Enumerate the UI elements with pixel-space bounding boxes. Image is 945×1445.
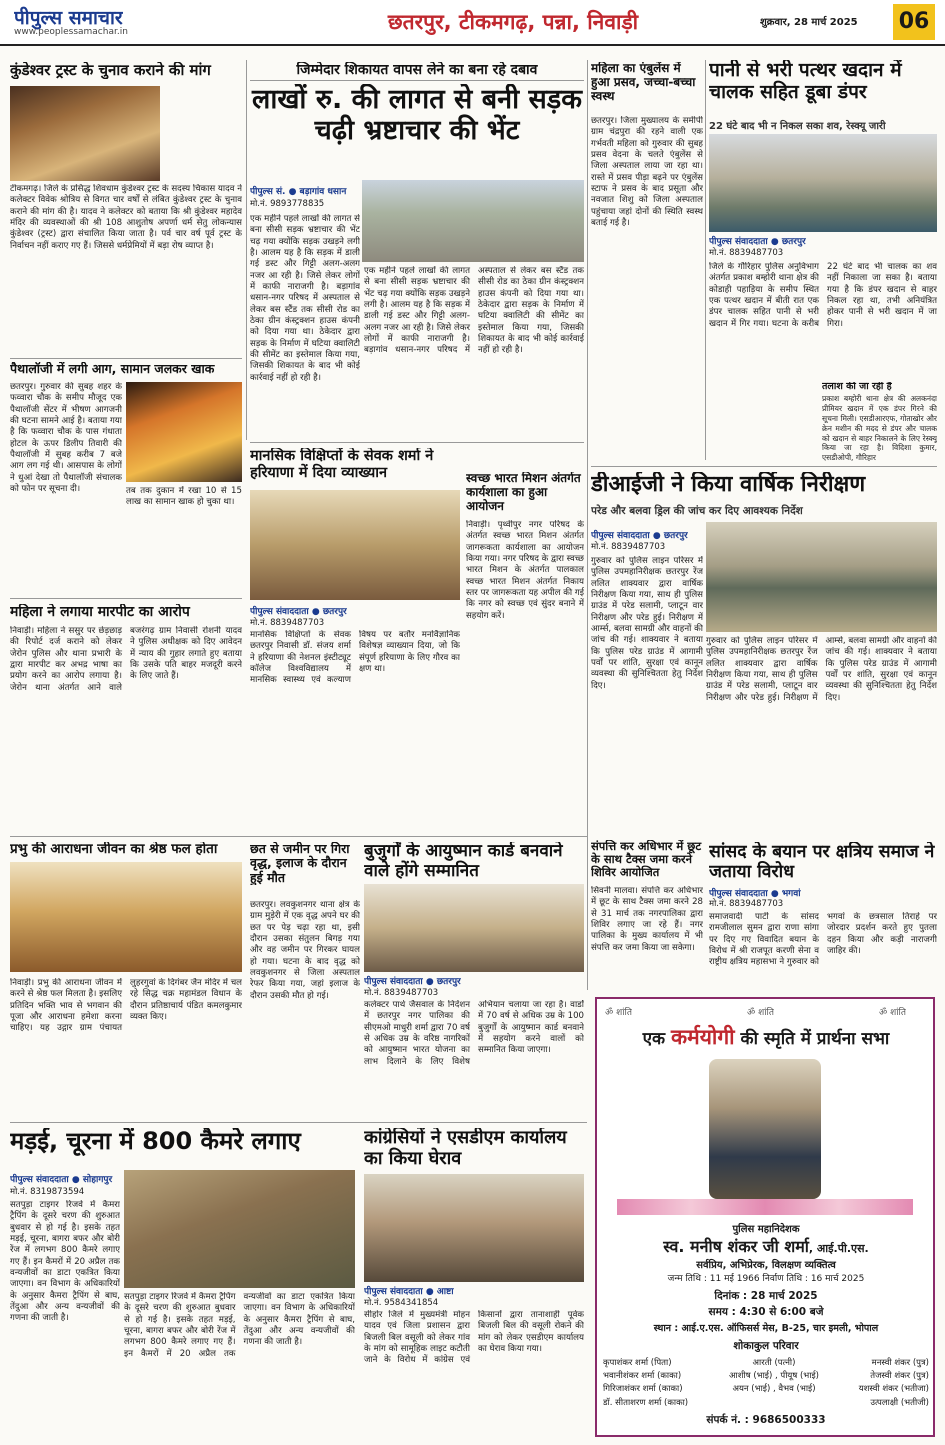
family-member: मनस्वी शंकर (पुत्र) xyxy=(871,1358,929,1368)
ambulance-body: छतरपुर। जिला मुख्यालय के समीपी ग्राम चंद्रपुरा की रहने वाली एक गर्भवती महिला को गुरुवार की सुबह प्रसव वेदना के चलते एंबुलेंस से जिला अस्पताल लाया जा रहा था। रास्ते में प्रसव पीड़ा बढ़ने पर एंबुलेंस स्टाफ ने प्रसव के बाद प्रसूता और नवजात शिशु को जिला अस्पताल पहुंचाया जहां दोनों की स्थिति स्वस्थ बताई गई है। xyxy=(591,116,703,229)
tax-headline: संपत्ति कर अधिभार में छूट के साथ टैक्स जमा करने शिविर आयोजित xyxy=(591,840,702,880)
prayer-meeting-ad xyxy=(595,997,935,1437)
ad-venue: स्थान : आई.ए.एस. ऑफिसर्स मेस, B-25, चार इमली, भोपाल xyxy=(653,1323,879,1334)
congress-mobile: मो.नं. 9584341854 xyxy=(364,1298,439,1308)
family-right xyxy=(829,1357,929,1410)
divider xyxy=(591,466,937,467)
domestic-headline: महिला ने लगाया मारपीट का आरोप xyxy=(10,604,190,620)
kundeshwar-temple-photo xyxy=(10,86,160,181)
ayushman-camp-photo xyxy=(364,884,584,972)
mp-byline: पीपुल्स संवाददाता ● भगवां xyxy=(709,889,801,899)
ad-title-highlight: कर्मयोगी xyxy=(671,1025,735,1049)
website-url: www.peoplessamachar.in xyxy=(14,27,128,37)
dumper-mobile: मो.नं. 8839487703 xyxy=(709,248,784,258)
ayushman-byline: पीपुल्स संवाददाता ● छतरपुर xyxy=(364,977,461,987)
ad-name: स्व. मनीष शंकर जी शर्मा xyxy=(663,1237,809,1256)
family-member: अयन (भाई) , वैभव (भाई) xyxy=(732,1384,816,1395)
region-banner: छतरपुर, टीकमगढ़, पन्ना, निवाड़ी xyxy=(358,4,668,40)
cameras-byline: पीपुल्स संवाददाता ● सोहागपुर xyxy=(10,1175,113,1185)
edition-date: शुक्रवार, 28 मार्च 2025 xyxy=(760,17,858,28)
wall-fall-headline: छत से जमीन पर गिरा वृद्ध, इलाज के दौरान हुई मौत xyxy=(250,842,350,885)
road-photo xyxy=(362,180,584,262)
family-mid xyxy=(721,1357,827,1397)
mp-statement-headline: सांसद के बयान पर क्षत्रिय समाज ने जताया विरोध xyxy=(709,842,935,883)
fire-photo xyxy=(126,382,242,482)
kundeshwar-body: टीकमगढ़। जिले के प्रसिद्ध शिवधाम कुंडेश्वर ट्रस्ट के सदस्य चिकास यादव ने कलेक्टर विवेक श्रोत्रिय से विगत चार वर्षों से लंबित कुंडेश्वर ट्रस्ट के चुनाव कराने की मांग की है। यादव ने कलेक्टर को बताया कि श्री कुंडेश्वर महादेव मंदिर की व्यवस्थाओं की श्री 108 आशुतोष अपर्णा धर्म सेतु लोकन्यास कुंडेश्वर (ट्रस्ट) द्वारा संचालित किया जाता है। पर्व चार वर्ष पूर्व ट्रस्ट के निर्वाचन नहीं कराए गए हैं। जिससे धर्मप्रेमियों में बड़ा रोष व्याप्त है। xyxy=(10,184,242,251)
family-member: उत्पलाक्षी (भतीजी) xyxy=(870,1397,929,1408)
divider xyxy=(10,1122,587,1123)
dig-body-cont: गुरुवार को पुलिस लाइन परिसर में पुलिस उपमहानिरीक्षक छतरपुर रेंज ललित शाक्यवार द्वारा वार्षिक निरीक्षण किया गया, साथ ही पुलिस ग्राउंड में परेड सलामी, प्लाटून वार निरीक्षण और परेड हुई। निरीक्षण में आर्म्स, बलवा सामग्री और वाहनों की जांच की गई। शाक्यवार ने बताया कि पुलिस परेड ग्राउंड में आगामी पर्वों पर शांति, सुरक्षा एवं कानून व्यवस्था की सुनिश्चितता हेतु निर्देश दिए। xyxy=(706,636,937,703)
family-member: गिरिजाशंकर शर्मा (काका) xyxy=(603,1384,683,1395)
ad-name-line xyxy=(603,1235,929,1257)
congress-headline: कांग्रेसियों ने एसडीएम कार्यालय का किया घेराव xyxy=(364,1128,567,1169)
dumper-headline: पानी से भरी पत्थर खदान में चालक सहित डूबा डंपर xyxy=(709,60,902,103)
mp-mobile: मो.नं. 8839487703 xyxy=(709,899,784,909)
dig-headline: डीआईजी ने किया वार्षिक निरीक्षण xyxy=(591,472,866,497)
column-rule xyxy=(587,60,588,990)
family-member: तेजस्वी शंकर (पुत्र) xyxy=(870,1371,929,1382)
om-shanti-right: ॐ शांति xyxy=(879,1008,906,1018)
cameras-body-cont: सतपुड़ा टाइगर रिजर्व में कैमरा ट्रैपिंग के दूसरे चरण की शुरुआत बुधवार से हो गई है। इसके तहत मड़ई, चूरना, बागरा बफर और बोरी रेंज में लगभग 800 कैमरे लगाए गए हैं। इन कैमरों में 20 अप्रैल तक वन्यजीवों का डाटा एकत्रित किया जाएगा। वन विभाग के अधिकारियों के अनुसार कैमरा ट्रैपिंग से बाघ, तेंदुआ और अन्य वन्यजीवों की गणना की जाती है। xyxy=(124,1292,355,1359)
ambulance-headline: महिला का एंबुलेंस में हुआ प्रसव, जच्चा-बच्चा स्वस्थ xyxy=(591,62,696,103)
temple-ceremony-photo xyxy=(10,862,242,972)
page-number: 06 xyxy=(893,4,935,40)
ad-name-suffix: , आई.पी.एस. xyxy=(808,1242,869,1255)
dumper-byline: पीपुल्स संवाददाता ● छतरपुर xyxy=(709,237,806,247)
divider xyxy=(10,836,587,837)
ad-title xyxy=(603,1023,929,1051)
fire-body: छतरपुर। गुरुवार की सुबह शहर के फव्वारा चौक के समीप मौजूद एक पैथालॉजी सेंटर में भीषण आगजनी की घटना सामने आई है। बताया गया है कि फव्वारा चौक के पास गंधाता होटल के ऊपर डिलीप तिवारी की पैथालॉजी में सुबह करीब 7 बजे आग लग गई थी। आसपास के लोगों ने धुआं देखा तो पैथालॉजी संचालक को फोन पर सूचना दी। xyxy=(10,382,122,495)
road-body-col1: एक महीने पहले लाखों की लागत से बना सीसी सड़क भ्रष्टाचार की भेंट चढ़ गया क्योंकि सड़क उखड़ने लगी है। आलम यह है कि सड़क में डाली गई डस्ट और गिट्टी अलग-अलग नजर आ रही है। जिसे लेकर लोगों में काफी नाराजगी है। बड़ागांव धसान-नगर परिषद में अस्पताल से लेकर बस स्टैंड तक सीसी रोड का ठेका ग्रीन कंस्ट्रक्शन हाउस कंपनी को दिया गया था। ठेकेदार द्वारा सड़क के निर्माण में घटिया क्वालिटी की सीमेंट का इस्तेमाल किया गया, जिसकी शिकायत के बाद भी कोई कार्रवाई नहीं हो रही है। xyxy=(250,214,360,383)
lecture-byline: पीपुल्स संवाददाता ● छतरपुर xyxy=(250,607,347,617)
cameras-mobile: मो.नं. 8319873594 xyxy=(10,1187,85,1197)
family-member: आरती (पत्नी) xyxy=(752,1358,796,1368)
ad-family-title: शोकाकुल परिवार xyxy=(733,1340,799,1352)
family-member: यशस्वी शंकर (भतीजा) xyxy=(858,1384,929,1395)
congress-byline: पीपुल्स संवाददाता ● आष्टा xyxy=(364,1287,454,1297)
ad-contact: संपर्क नं. : 9686500333 xyxy=(706,1414,826,1426)
mp-body: समाजवादी पार्टी के सांसद रामजीलाल सुमन द्वारा राणा सांगा पर दिए गए विवादित बयान के विरोध में श्री राजपूत करणी सेना व राष्ट्रीय क्षत्रिय महासभा ने गुरुवार को भगवां के छत्रसाल तिराहे पर जोरदार प्रदर्शन करते हुए पुतला दहन किया और कड़ी नाराजगी जाहिर की। xyxy=(709,912,937,968)
road-body-col2: एक महीने पहले लाखों की लागत से बना सीसी सड़क भ्रष्टाचार की भेंट चढ़ गया क्योंकि सड़क उखड़ने लगी है। आलम यह है कि सड़क में डाली गई डस्ट और गिट्टी अलग-अलग नजर आ रही है। जिसे लेकर लोगों में काफी नाराजगी है। बड़ागांव धसान-नगर परिषद में अस्पताल से लेकर बस स्टैंड तक सीसी रोड का ठेका ग्रीन कंस्ट्रक्शन हाउस कंपनी को दिया गया था। ठेकेदार द्वारा सड़क के निर्माण में घटिया क्वालिटी की सीमेंट का इस्तेमाल किया गया, जिसकी शिकायत के बाद भी कोई कार्रवाई नहीं हो रही है। xyxy=(364,266,584,356)
lecture-group-photo xyxy=(250,490,460,600)
forest-camera-photo xyxy=(124,1170,355,1288)
ad-designation: पुलिस महानिदेशक xyxy=(732,1224,800,1235)
lecture-headline: मानसिक विक्षिप्तों के सेवक शर्मा ने हरियाणा में दिया व्याख्यान xyxy=(250,448,434,481)
police-parade-photo xyxy=(706,522,937,632)
ayushman-body: कलेक्टर पार्थ जैसवाल के निर्देशन में छतरपुर नगर पालिका की सीएमओ माधुरी शर्मा द्वारा 70 वर्ष से अधिक उम्र के वरिष्ठ नागरिकों को आयुष्मान भारत योजना का लाभ दिलाने के लिए विशेष अभियान चलाया जा रहा है। वार्डों में 70 वर्ष से अधिक उम्र के 100 बुजुर्गों के आयुष्मान कार्ड बनवाने में सहयोग करने वालों को सम्मानित किया जाएगा। xyxy=(364,1000,584,1067)
quarry-photo xyxy=(709,134,937,232)
ad-program-date: दिनांक : 28 मार्च 2025 xyxy=(714,1290,818,1302)
cameras-headline: मड़ई, चूरना में 800 कैमरे लगाए xyxy=(10,1128,301,1155)
om-shanti-left: ॐ शांति xyxy=(605,1008,632,1018)
ayushman-headline: बुजुर्गों के आयुष्मान कार्ड बनवाने वाले होंगे सम्मानित xyxy=(364,842,563,881)
lecture-body: मानसिक विक्षिप्तों के सेवक छतरपुर निवासी डॉ. संजय शर्मा ने हरियाणा की नेशनल इंस्टीट्यूट कॉलेज विश्वविद्यालय में मानसिक स्वास्थ्य एवं कल्याण विषय पर बतौर मनोवैज्ञानिक विशेषज्ञ व्याख्यान दिया, जो कि संपूर्ण हरियाणा के लिए गौरव का क्षण था। xyxy=(250,630,460,686)
dig-mobile: मो.नं. 8839487703 xyxy=(591,542,666,552)
dumper-subhead: 22 घंटे बाद भी न निकल सका शव, रेस्क्यू जारी xyxy=(709,121,886,132)
ad-virtues: सर्वप्रिय, अभिप्रेरक, विलक्षण व्यक्तित्व xyxy=(696,1260,836,1271)
dig-body: गुरुवार को पुलिस लाइन परिसर में पुलिस उपमहानिरीक्षक छतरपुर रेंज ललित शाक्यवार द्वारा वार्षिक निरीक्षण किया गया, साथ ही पुलिस ग्राउंड में परेड सलामी, प्लाटून वार निरीक्षण और परेड हुई। निरीक्षण में आर्म्स, बलवा सामग्री और वाहनों की जांच की गई। शाक्यवार ने बताया कि पुलिस परेड ग्राउंड में आगामी पर्वों पर शांति, सुरक्षा एवं कानून व्यवस्था की सुनिश्चितता हेतु निर्देश दिए। xyxy=(591,556,703,691)
congress-protest-photo xyxy=(364,1174,584,1282)
domestic-body: निवाड़ी। महिला ने ससुर पर छेड़छाड़ की रिपोर्ट दर्ज कराने को लेकर जेरोन पुलिस और थाना प्रभारी के द्वारा मारपीट कर अभद्र भाषा का प्रयोग करने का आरोप लगाया है। जेरोन थाना अंतर्गत आने वाले बजरंगढ़ ग्राम निवासी रोशनी यादव ने पुलिस अधीक्षक को दिए आवेदन में न्याय की गुहार लगाते हुए बताया कि उसके पति बाहर मजदूरी करने के लिए जाते हैं। xyxy=(10,626,242,693)
congress-body: सीहोर जिले में मुख्यमंत्री मोहन यादव एवं जिला प्रशासन द्वारा बिजली बिल वसूली को लेकर गांव के मांग को सामूहिक लाइट कटौती जाने के विरोध में कांग्रेस एवं किसानों द्वारा तानाशाही पूर्वक बिजली बिल की वसूली रोकने की मांग को लेकर एसडीएम कार्यालय का घेराव किया गया। xyxy=(364,1310,584,1366)
ad-time: समय : 4:30 से 6:00 बजे xyxy=(708,1306,824,1318)
family-member: आशीष (भाई) , पीयूष (भाई) xyxy=(729,1371,819,1382)
prabhu-headline: प्रभु की आराधना जीवन का श्रेष्ठ फल होता xyxy=(10,842,218,857)
wall-fall-body: छतरपुर। लवकुशनगर थाना क्षेत्र के ग्राम मुड़ेरी में एक वृद्ध अपने घर की छत पर पेड़ चढ़ा रहा था, इसी दौरान उसका संतुलन बिगड़ गया और वह जमीन पर गिरकर घायल हो गया। घटना के बाद वृद्ध को लवकुशनगर से जिला अस्पताल रेफर किया गया, जहां इलाज के दौरान उसकी मौत हो गई। xyxy=(250,900,360,1001)
fire-headline: पैथालॉजी में लगी आग, सामान जलकर खाक xyxy=(10,362,215,376)
swachh-headline: स्वच्छ भारत मिशन अंतर्गत कार्यशाला का हुआ आयोजन xyxy=(466,472,581,513)
kundeshwar-headline: कुंडेश्वर ट्रस्ट के चुनाव कराने की मांग xyxy=(10,62,211,79)
dig-subhead: परेड और बलवा ड्रिल की जांच कर दिए आवश्यक निर्देश xyxy=(591,505,803,517)
officer-portrait xyxy=(709,1059,821,1199)
family-member: कृपाशंकर शर्मा (पिता) xyxy=(603,1358,672,1368)
column-rule xyxy=(246,60,247,440)
ad-title-suffix: की स्मृति में प्रार्थना सभा xyxy=(740,1029,890,1049)
ad-dates: जन्म तिथि : 11 मई 1966 निर्वाण तिथि : 16 मार्च 2025 xyxy=(667,1274,865,1284)
column-rule xyxy=(705,60,706,460)
divider xyxy=(250,442,584,443)
fire-caption: तब तक दुकान में रखा 10 से 15 लाख का सामान खाक हो चुका था। xyxy=(126,486,242,508)
swachh-body: निवाड़ी। पृथ्वीपुर नगर परिषद के अंतर्गत स्वच्छ भारत मिशन अंतर्गत जागरूकता कार्यशाला का आयोजन किया गया। नगर परिषद के द्वारा स्वच्छ भारत मिशन के अंतर्गत पालकाल स्वच्छ भारत मिशन अंतर्गत निकाय स्तर पर जागरूकता यह अपील की गई कि नगर को स्वच्छ एवं सुंदर बनाने में सहयोग करें। xyxy=(466,520,584,621)
flower-garland xyxy=(617,1199,913,1215)
search-box-title: तलाश की जा रही है xyxy=(822,382,892,392)
tax-body: सिवनी मालवा। संपत्ति कर अधिभार में छूट के साथ टैक्स जमा करने 28 से 31 मार्च तक नगरपालिका द्वारा शिविर लगाए जा रहे हैं। नगर पालिका के मुख्य कार्यालय में भी संपत्ति कर जमा किया जा सकेगा। xyxy=(591,886,703,953)
prabhu-body: निवाड़ी। प्रभु की आराधना जीवन में करने से श्रेष्ठ फल मिलता है। इसलिए प्रतिदिन भक्ति भाव से भगवान की पूजा और आराधना हमेशा करना चाहिए। यह उद्गार ग्राम पंचायत लुहरगुवां के दिगंबर जैन मंदिर में चल रहे सिद्ध चक्र महामंडल विधान के दौरान प्रतिष्ठाचार्य पंडित कमलकुमार व्यक्त किए। xyxy=(10,978,242,1034)
divider xyxy=(10,358,242,359)
divider xyxy=(10,598,242,599)
family-left xyxy=(603,1357,715,1410)
newspaper-logo: पीपुल्स समाचार xyxy=(14,7,123,29)
dumper-body: जिले के गौरिहार पुलिस अनुविभाग अंतर्गत प्रकाश बम्होरी थाना क्षेत्र की कोडाही पहाड़िया के समीप स्थित एक पत्थर खदान में बीती रात एक डंपर चालक सहित पानी से भरी खदान में गिर गया। घटना के करीब 22 घंटे बाद भी चालक का शव नहीं निकाला जा सका है। बताया गया है कि डंपर खदान से बाहर निकल रहा था, तभी अनियंत्रित होकर पानी से भरी खदान में जा गिरा। xyxy=(709,262,937,329)
road-byline: पीपुल्स सं. ● बड़ागांव धसान xyxy=(250,187,347,197)
road-headline: लाखों रु. की लागत से बनी सड़क चढ़ी भ्रष्टाचार की भेंट xyxy=(252,84,582,147)
ad-title-prefix: एक xyxy=(642,1029,666,1049)
search-box-body: प्रकाश बम्होरी थाना क्षेत्र की अलकनंदा प्रीमियर खदान में एक डंपर गिरने की सूचना मिली। एसडीआरएफ, गोताखोर और क्रेन मशीन की मदद से डंपर और चालक को खदान से बाहर निकालने के लिए रेस्क्यू किया जा रहा है। विदिशा कुमार, एसडीओपी, गौरिहार xyxy=(822,394,937,462)
om-shanti-mid: ॐ शांति xyxy=(747,1008,774,1018)
road-mobile: मो.नं. 9893778835 xyxy=(250,199,325,209)
lecture-mobile: मो.नं. 8839487703 xyxy=(250,618,325,628)
masthead xyxy=(0,0,945,46)
road-kicker: जिम्मेदार शिकायत वापस लेने का बना रहे दबाव xyxy=(250,62,584,81)
ayushman-mobile: मो.नं. 8839487703 xyxy=(364,988,439,998)
family-member: भवानीशंकर शर्मा (काका) xyxy=(603,1371,682,1382)
family-member: डॉ. सीताशरण शर्मा (काका) xyxy=(603,1397,689,1408)
dig-byline: पीपुल्स संवाददाता ● छतरपुर xyxy=(591,531,688,541)
cameras-body: सतपुड़ा टाइगर रिजर्व में कैमरा ट्रैपिंग के दूसरे चरण की शुरुआत बुधवार से हो गई है। इसके तहत मड़ई, चूरना, बागरा बफर और बोरी रेंज में लगभग 800 कैमरे लगाए गए हैं। इन कैमरों में 20 अप्रैल तक वन्यजीवों का डाटा एकत्रित किया जाएगा। वन विभाग के अधिकारियों के अनुसार कैमरा ट्रैपिंग से बाघ, तेंदुआ और अन्य वन्यजीवों की गणना की जाती है। xyxy=(10,1200,120,1324)
